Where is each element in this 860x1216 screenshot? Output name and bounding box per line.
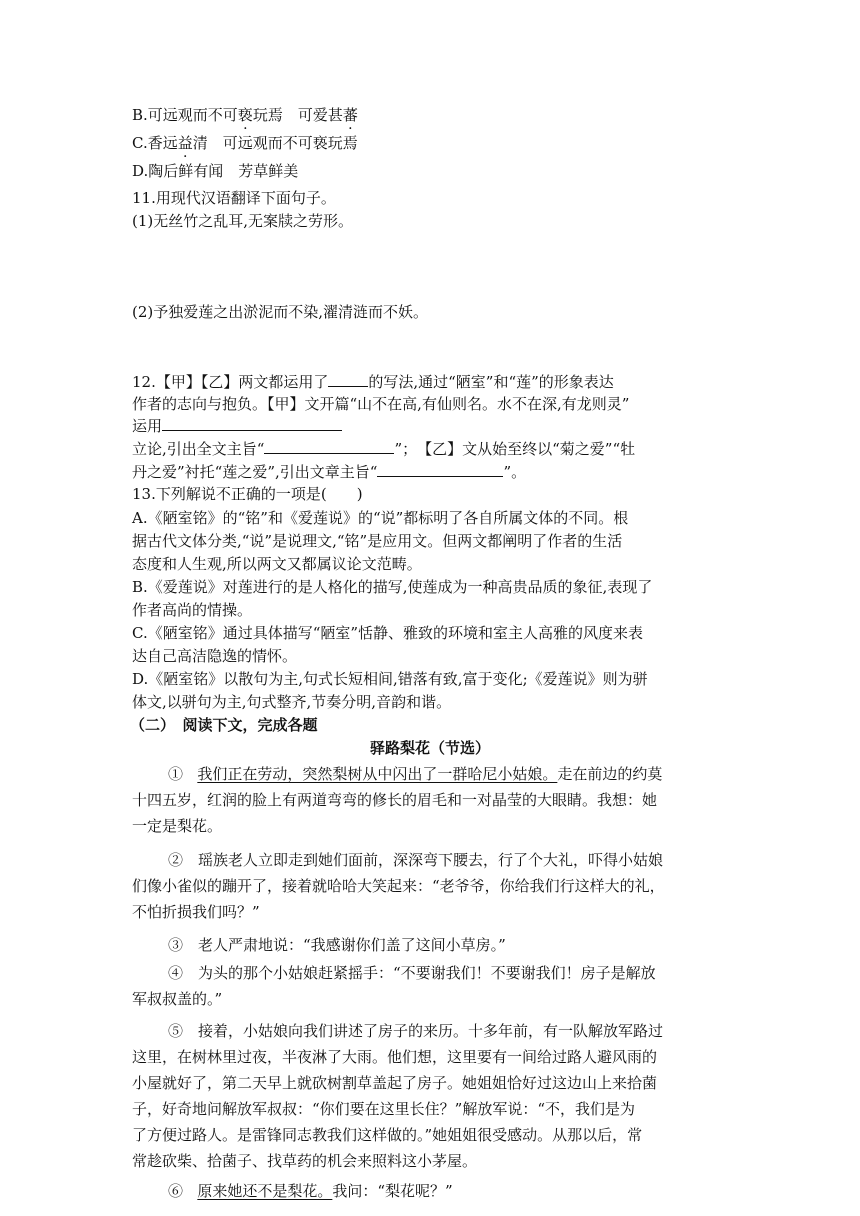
- underlined-sentence: 我们正在劳动，突然梨树从中闪出了一群哈尼小姑娘。: [197, 765, 558, 783]
- q12-line-1: 12.【甲】【乙】两文都运用了 的写法,通过“陋室”和“莲”的形象表达: [132, 370, 732, 393]
- q13-title: 13.下列解说不正确的一项是( ): [132, 485, 363, 503]
- paragraph-2-line-2: 们像小雀似的蹦开了，接着就哈哈大笑起来：“老爷爷，你给我们行这样大的礼，: [132, 877, 665, 895]
- choice-d: D.陶后鲜有闻 芳草鲜美: [132, 162, 299, 180]
- q12-line-3: 运用: [132, 414, 732, 437]
- paragraph-2-line-1: ② 瑶族老人立即走到她们面前，深深弯下腰去，行了个大礼，吓得小姑娘: [168, 851, 664, 869]
- q11-sentence-2: (2)予独爱莲之出淤泥而不染,濯清涟而不妖。: [132, 303, 429, 321]
- q11-title: 11.用现代汉语翻译下面句子。: [132, 189, 336, 207]
- paragraph-5-line-4: 子，好奇地问解放军叔叔：“你们要在这里长住？”解放军说：“不，我们是为: [132, 1100, 636, 1118]
- q13-d-2: 体文,以骈句为主,句式整齐,节奏分明,音韵和谐。: [132, 693, 452, 711]
- paragraph-5-line-3: 小屋就好了，第二天早上就砍树割草盖起了房子。她姐姐恰好过这边山上来拾菌: [132, 1074, 658, 1092]
- answer-blank[interactable]: [328, 370, 368, 387]
- paragraph-6: ⑥ 原来她还不是梨花。我问：“梨花呢？”: [168, 1182, 453, 1200]
- q13-b-1: B.《爱莲说》对莲进行的是人格化的描写,使莲成为一种高贵品质的象征,表现了: [132, 578, 653, 596]
- paragraph-4-line-2: 军叔叔盖的。”: [132, 990, 223, 1008]
- answer-blank[interactable]: [162, 414, 342, 431]
- q13-d-1: D.《陋室铭》以散句为主,句式长短相间,错落有致,富于变化;《爱莲说》则为骈: [132, 670, 648, 688]
- dotted-char: 益: [177, 134, 193, 152]
- paragraph-3: ③ 老人严肃地说：“我感谢你们盖了这间小草房。”: [168, 936, 506, 954]
- paragraph-5-line-5: 了方便过路人。是雷锋同志教我们这样做的。”她姐姐很受感动。从那以后，常: [132, 1126, 643, 1144]
- dotted-char: 亵: [237, 106, 253, 124]
- passage-title: 驿路梨花（节选）: [369, 739, 490, 757]
- choice-b: B.可远观而不可亵玩焉 可爱甚蕃: [132, 106, 358, 124]
- q11-sentence-1: (1)无丝竹之乱耳,无案牍之劳形。: [132, 212, 354, 230]
- choice-c: C.香远益清 可远观而不可亵玩焉: [132, 134, 358, 152]
- answer-blank[interactable]: [377, 460, 503, 477]
- q13-a-2: 据古代文体分类,“说”是说理文,“铭”是应用文。但两文都阐明了作者的生活: [132, 532, 623, 550]
- section-heading: （二） 阅读下文，完成各题: [130, 716, 318, 734]
- q12-line-5: 丹之爱”衬托“莲之爱”,引出文章主旨“ ”。: [132, 460, 732, 483]
- paragraph-2-line-3: 不怕折损我们吗？”: [132, 903, 260, 921]
- dotted-char: 蕃: [342, 106, 358, 124]
- paragraph-5-line-2: 这里，在树林里过夜，半夜淋了大雨。他们想，这里要有一间给过路人避风雨的: [132, 1048, 658, 1066]
- paragraph-4-line-1: ④ 为头的那个小姑娘赶紧摇手：“不要谢我们！不要谢我们！房子是解放: [168, 964, 656, 982]
- underlined-sentence: 原来她还不是梨花。: [197, 1182, 333, 1200]
- q13-b-2: 作者高尚的情操。: [132, 601, 253, 619]
- q13-c-1: C.《陋室铭》通过具体描写“陋室”恬静、雅致的环境和室主人高雅的风度来表: [132, 624, 644, 642]
- paragraph-5-line-6: 常趁砍柴、拾菌子、找草药的机会来照料这小茅屋。: [132, 1152, 478, 1170]
- paragraph-5-line-1: ⑤ 接着，小姑娘向我们讲述了房子的来历。十多年前，有一队解放军路过: [168, 1022, 664, 1040]
- paragraph-1-line-2: 十四五岁，红润的脸上有两道弯弯的修长的眉毛和一对晶莹的大眼睛。我想：她: [132, 791, 658, 809]
- q13-c-2: 达自己高洁隐逸的情怀。: [132, 647, 298, 665]
- q13-a-3: 态度和人生观,所以两文又都属议论文范畴。: [132, 555, 422, 573]
- paragraph-1-line-3: 一定是梨花。: [132, 817, 223, 835]
- q12-line-2: 作者的志向与抱负。【甲】文开篇“山不在高,有仙则名。水不在深,有龙则灵”: [132, 395, 630, 413]
- answer-blank[interactable]: [264, 437, 394, 454]
- paragraph-1-line-1: ① 我们正在劳动，突然梨树从中闪出了一群哈尼小姑娘。走在前边的约莫: [168, 765, 663, 783]
- q12-line-4: 立论,引出全文主旨“ ”； 【乙】文从始至终以“菊之爱”“牡: [132, 437, 732, 460]
- q13-a-1: A.《陋室铭》的“铭”和《爱莲说》的“说”都标明了各自所属文体的不同。根: [132, 509, 629, 527]
